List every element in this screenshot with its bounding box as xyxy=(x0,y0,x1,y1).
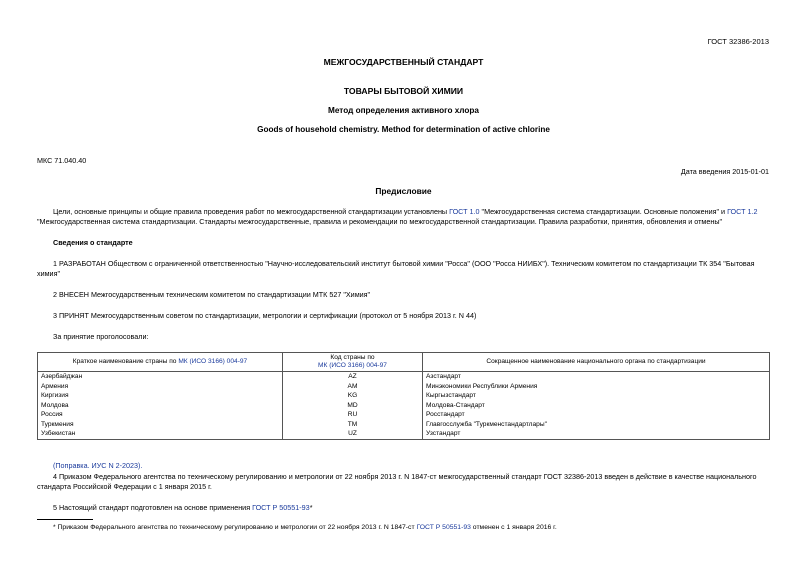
table-row xyxy=(38,429,770,439)
code-cell: MD xyxy=(283,401,423,411)
document-code: ГОСТ 32386-2013 xyxy=(707,37,769,46)
preface-paragraph-1 xyxy=(53,207,757,217)
document-title-english: Goods of household chemistry. Method for determination of active chlorine xyxy=(257,125,550,134)
body-cell: Минэкономики Республики Армения xyxy=(423,382,770,392)
footnote xyxy=(53,523,557,533)
amendment-link[interactable]: (Поправка. ИУС N 2-2023). xyxy=(53,461,143,470)
country-column-header xyxy=(38,353,283,372)
item-3: 3 ПРИНЯТ Межгосударственным советом по стандартизации, метрологии и сертификации (протокол от 5 ноября 2013 г. N 44) xyxy=(53,311,477,320)
document-subtitle: Метод определения активного хлора xyxy=(328,106,479,115)
body-cell: Кыргызстандарт xyxy=(423,391,770,401)
preface-paragraph-1-cont: "Межгосударственная система стандартизации. Стандарты межгосударственные, правила и рекомендации по межгосударственной стандартизации. Правила разработки, принятия, обновления и отмены" xyxy=(37,217,723,226)
table-row xyxy=(38,410,770,420)
country-cell: Туркмения xyxy=(38,420,283,430)
country-cell: Азербайджан xyxy=(38,372,283,382)
countries-table xyxy=(37,352,770,440)
text-span: * Приказом Федерального агентства по техническому регулированию и метрологии от 22 ноября 2013 г. N 1847-ст xyxy=(53,524,417,531)
gost-r-50551-link[interactable]: ГОСТ Р 50551-93 xyxy=(252,503,310,512)
code-cell: TM xyxy=(283,420,423,430)
item-4-line-2: стандарта Российской Федерации с 1 января 2015 г. xyxy=(37,482,212,491)
text-span: "Межгосударственная система стандартизации. Основные положения" и xyxy=(479,207,728,216)
body-cell: Главгосслужба "Туркменстандартлары" xyxy=(423,420,770,430)
standard-info-heading: Сведения о стандарте xyxy=(53,238,133,247)
country-cell: Узбекистан xyxy=(38,429,283,439)
preface-heading: Предисловие xyxy=(375,186,432,196)
table-row xyxy=(38,391,770,401)
table-header-row xyxy=(38,353,770,372)
text-span: отменен с 1 января 2016 г. xyxy=(470,524,557,531)
body-cell: Узстандарт xyxy=(423,429,770,439)
item-1-line-1: 1 РАЗРАБОТАН Обществом с ограниченной ответственностью "Научно-исследовательский институт бытовой химии "Росса" (ООО "Росса НИИБХ"). Техническим комитетом по стандартизации ТК 354 "Бытовая xyxy=(53,259,755,268)
item-5 xyxy=(53,503,313,513)
code-cell: RU xyxy=(283,410,423,420)
mk-iso-link[interactable]: МК (ИСО 3166) 004-97 xyxy=(178,358,248,365)
country-cell: Молдова xyxy=(38,401,283,411)
code-cell: AZ xyxy=(283,372,423,382)
table-row xyxy=(38,420,770,430)
country-cell: Армения xyxy=(38,382,283,392)
gost-1-0-link[interactable]: ГОСТ 1.0 xyxy=(449,207,480,216)
table-row xyxy=(38,401,770,411)
footnote-marker: * xyxy=(309,503,313,512)
code-cell: KG xyxy=(283,391,423,401)
item-1-line-2: химия" xyxy=(37,269,61,278)
country-cell: Киргизия xyxy=(38,391,283,401)
code-cell: AM xyxy=(283,382,423,392)
table-row xyxy=(38,382,770,392)
text-span: Цели, основные принципы и общие правила проведения работ по межгосударственной стандартизации установлены xyxy=(53,207,450,216)
gost-r-50551-footnote-link[interactable]: ГОСТ Р 50551-93 xyxy=(416,524,471,531)
mk-iso-link[interactable]: МК (ИСО 3166) 004-97 xyxy=(318,362,387,369)
document-title: ТОВАРЫ БЫТОВОЙ ХИМИИ xyxy=(343,86,464,96)
code-column-header xyxy=(283,353,423,372)
standard-type: МЕЖГОСУДАРСТВЕННЫЙ СТАНДАРТ xyxy=(323,57,484,67)
text-span: 5 Настоящий стандарт подготовлен на основе применения xyxy=(53,503,253,512)
body-cell: Молдова-Стандарт xyxy=(423,401,770,411)
body-column-header: Сокращенное наименование национального органа по стандартизации xyxy=(423,353,770,372)
table-row xyxy=(38,372,770,382)
body-cell: Росстандарт xyxy=(423,410,770,420)
text-span: Краткое наименование страны по xyxy=(72,358,179,365)
voted-label: За принятие проголосовали: xyxy=(53,332,149,341)
code-cell: UZ xyxy=(283,429,423,439)
body-cell: Азстандарт xyxy=(423,372,770,382)
text-span: Код страны по xyxy=(330,354,375,361)
item-2: 2 ВНЕСЕН Межгосударственным техническим комитетом по стандартизации МТК 527 "Химия" xyxy=(53,290,371,299)
gost-1-2-link[interactable]: ГОСТ 1.2 xyxy=(727,207,758,216)
mks-code: МКС 71.040.40 xyxy=(37,156,87,165)
item-4-line-1: 4 Приказом Федерального агентства по техническому регулированию и метрологии от 22 ноября 2013 г. N 1847-ст межгосударственный стандарт ГОСТ 32386-2013 введен в действие в качестве национального xyxy=(53,472,757,481)
introduction-date: Дата введения 2015-01-01 xyxy=(680,167,769,176)
footnote-divider xyxy=(37,519,93,520)
country-cell: Россия xyxy=(38,410,283,420)
